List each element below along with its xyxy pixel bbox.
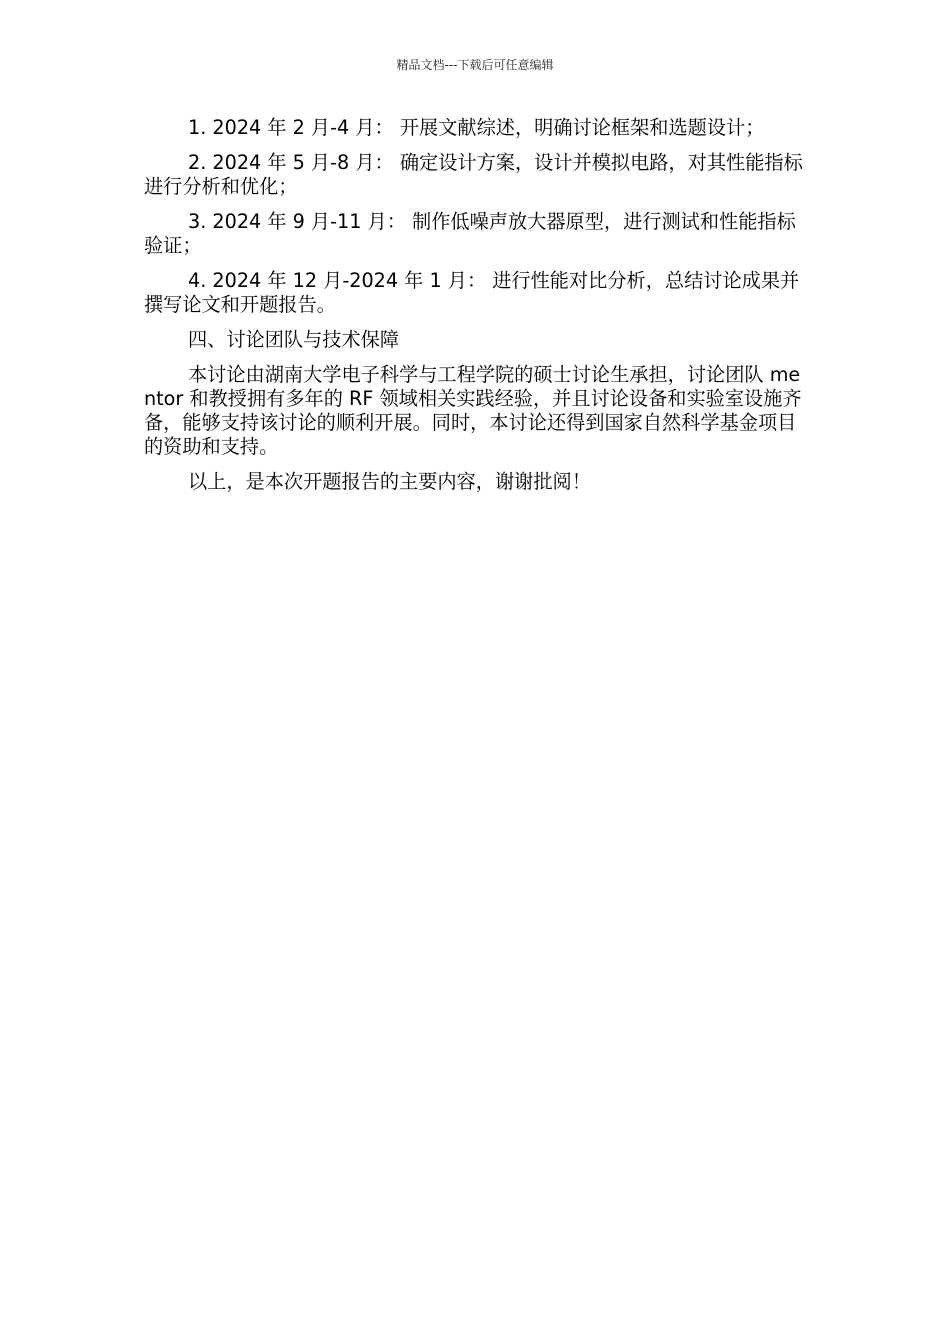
schedule-item-1: 1. 2024 年 2 月-4 月： 开展文献综述，明确讨论框架和选题设计；	[188, 116, 765, 139]
schedule-item-2: 2. 2024 年 5 月-8 月： 确定设计方案，设计并模拟电路，对其性能指标进行分析和优化；	[144, 151, 803, 198]
schedule-item-3: 3. 2024 年 9 月-11 月： 制作低噪声放大器原型，进行测试和性能指标验证；	[144, 210, 796, 257]
closing-remark: 以上，是本次开题报告的主要内容，谢谢批阅！	[188, 470, 591, 493]
section-heading-team: 四、讨论团队与技术保障	[188, 328, 400, 351]
team-description: 本讨论由湖南大学电子科学与工程学院的硕士讨论生承担，讨论团队 mentor 和教授拥有多年的 RF 领域相关实践经验，并且讨论设备和实验室设施齐备，能够支持该讨论的顺利开展。同时，本讨论还得到国家自然科学基金项目的资助和支持。	[144, 363, 802, 458]
document-body	[144, 116, 806, 505]
schedule-item-4: 4. 2024 年 12 月-2024 年 1 月： 进行性能对比分析，总结讨论成果并撰写论文和开题报告。	[144, 269, 800, 316]
page-header: 精品文档---下载后可任意编辑	[396, 58, 554, 72]
